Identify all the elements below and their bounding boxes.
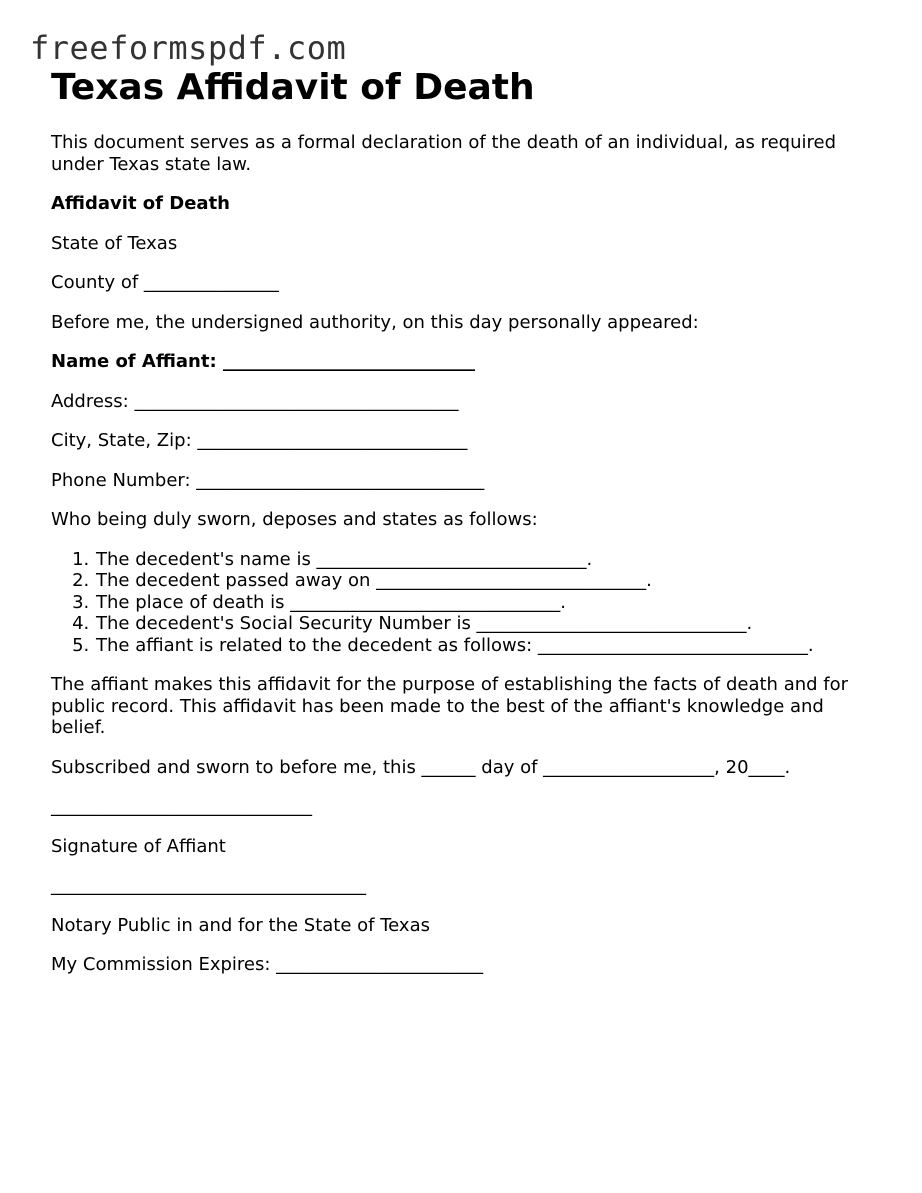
watermark: freeformspdf.com (30, 29, 347, 67)
affiant-name-field: Name of Affiant: ____________________________ (51, 351, 475, 372)
list-item: 4. The decedent's Social Security Number is ______________________________. (95, 613, 871, 635)
subscribed-line: Subscribed and sworn to before me, this ______ day of ___________________, 20____. (51, 756, 791, 778)
purpose-paragraph: The affiant makes this affidavit for the purpose of establishing the facts of death and for public record. This affidavit has been made to the best of the affiant's knowledge and belief. (51, 674, 849, 738)
intro-paragraph: This document serves as a formal declaration of the death of an individual, as required under Texas state law. (51, 132, 837, 175)
phone-field: Phone Number: ________________________________ (51, 469, 485, 491)
list-item: 3. The place of death is ______________________________. (95, 592, 871, 614)
signature-label: Signature of Affiant (51, 835, 226, 857)
list-item: 2. The decedent passed away on ______________________________. (95, 570, 871, 592)
county-field: County of _______________ (51, 272, 279, 293)
document-title: Texas Affidavit of Death (51, 67, 535, 108)
notary-label: Notary Public in and for the State of Texas (51, 914, 430, 936)
address-field: Address: ____________________________________ (51, 390, 459, 412)
document-page (51, 66, 871, 976)
city-state-zip-field: City, State, Zip: ______________________________ (51, 430, 468, 451)
signature-line: _____________________________ (51, 796, 312, 817)
section-title: Affidavit of Death (51, 193, 230, 214)
appeared-paragraph: Before me, the undersigned authority, on this day personally appeared: (51, 311, 699, 333)
commission-field: My Commission Expires: _______________________ (51, 954, 484, 975)
list-item: 1. The decedent's name is ______________________________. (95, 549, 871, 571)
list-item: 5. The affiant is related to the decedent as follows: ______________________________. (95, 635, 871, 657)
notary-signature-line: ___________________________________ (51, 875, 366, 896)
state-line: State of Texas (51, 232, 178, 254)
sworn-paragraph: Who being duly sworn, deposes and states as follows: (51, 509, 538, 530)
statements-list (51, 549, 871, 657)
